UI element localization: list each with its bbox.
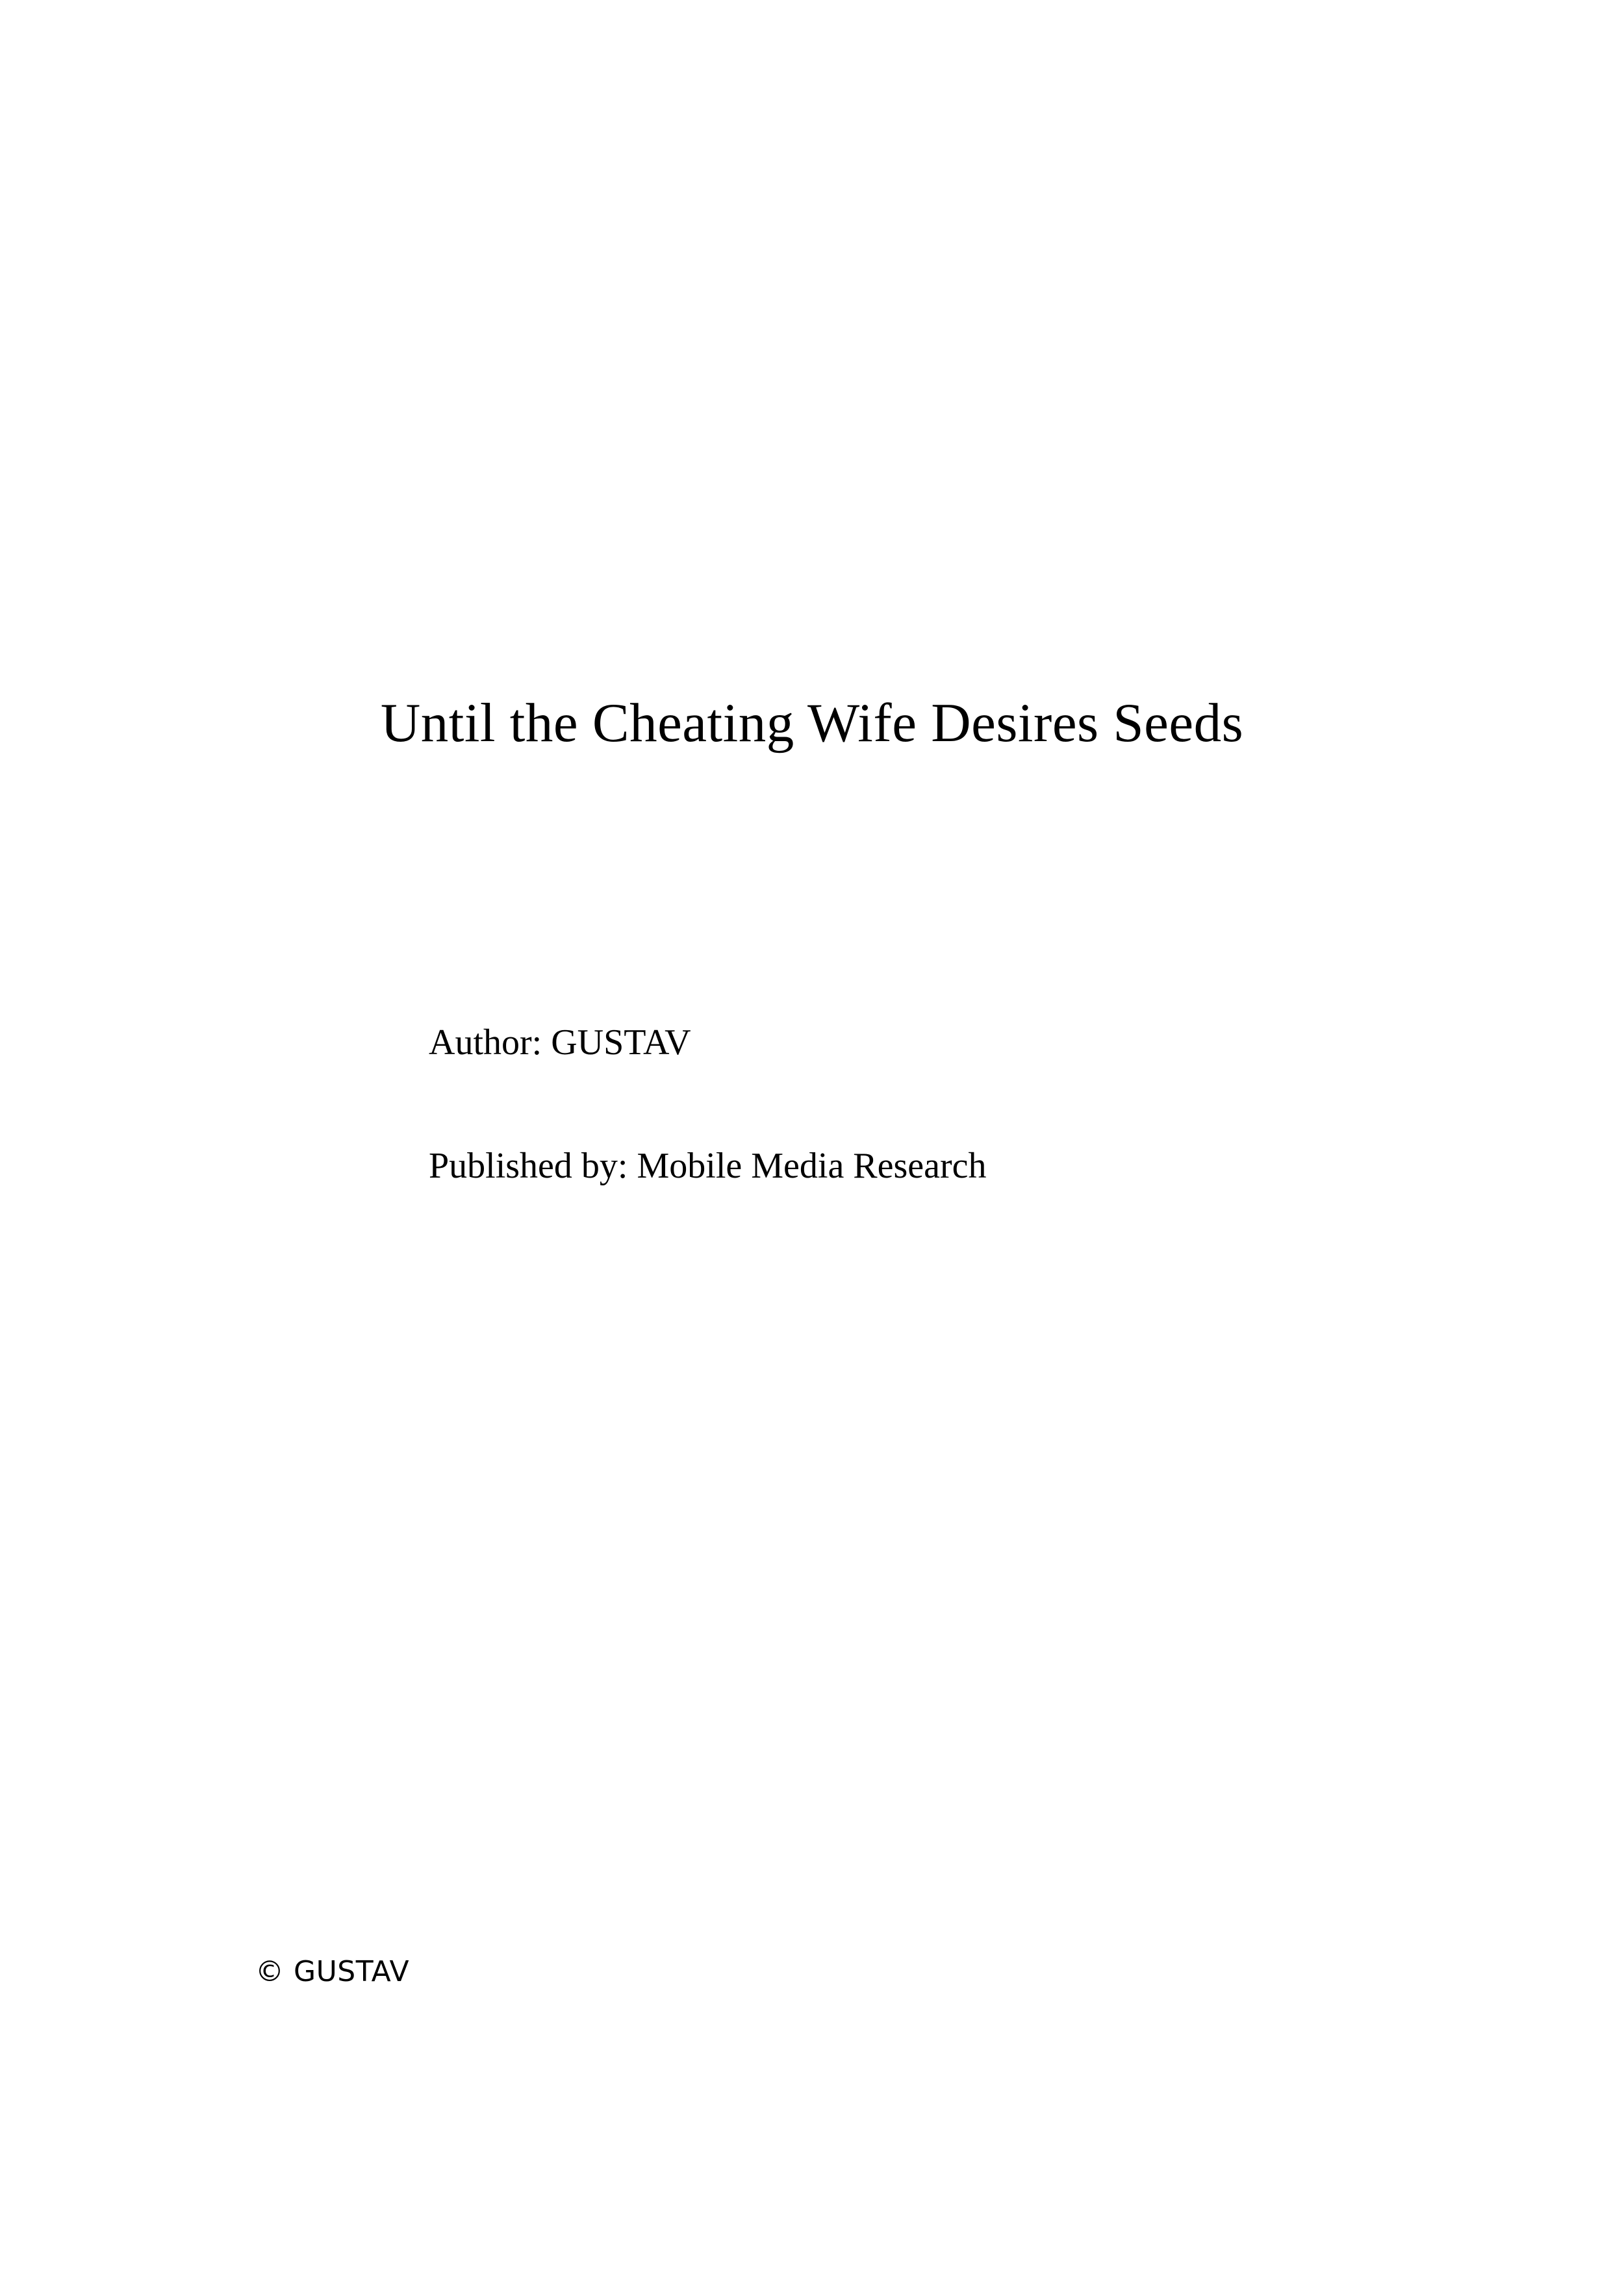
page-title: Until the Cheating Wife Desires Seeds <box>380 692 1244 753</box>
metadata-block <box>429 1020 1403 1189</box>
publisher-line: Published by: Mobile Media Research <box>429 1146 987 1186</box>
author-line: Author: GUSTAV <box>429 1022 691 1063</box>
copyright-notice: © GUSTAV <box>255 1955 410 1988</box>
